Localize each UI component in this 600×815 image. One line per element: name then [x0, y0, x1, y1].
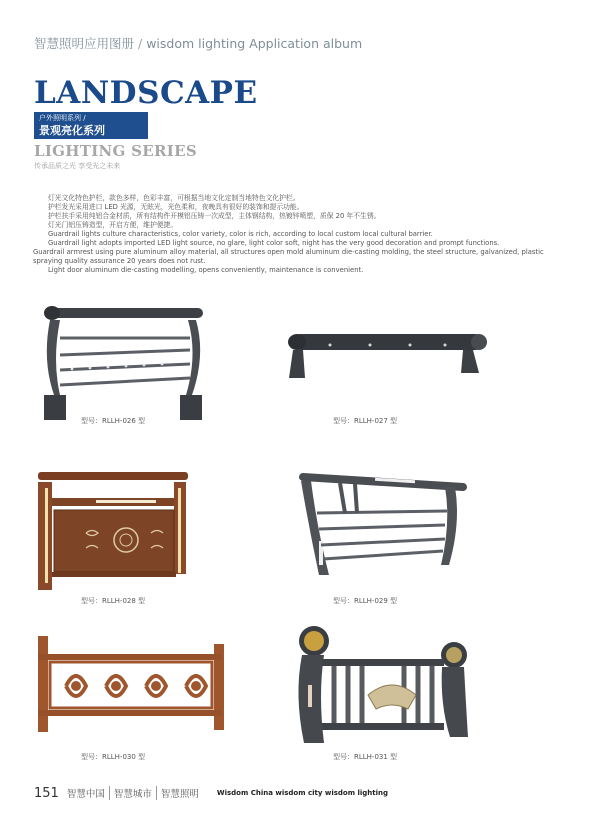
product-image-rllh-031 [292, 625, 477, 750]
header-cn: 智慧照明应用图册 [34, 36, 135, 51]
desc-cn-3: 护栏扶手采用纯铝合金材质，所有结构件开模铝压铸一次成型，主体钢结构，热镀锌喷塑，质保 20 年不生锈。 [48, 212, 381, 220]
product-image-rllh-029 [295, 473, 470, 583]
footer-tab-lighting: 智慧照明 [156, 786, 203, 800]
desc-en-3: Guardrail armrest using pure aluminum alloy material, all structures open mold aluminum die-casting molding, the steel structure, galvanized, plastic spraying quality assurance 20 years does not rust. [33, 248, 544, 265]
caption-rllh-030: 型号：RLLH-030 型 [81, 753, 146, 761]
badge-big-label: 景观亮化系列 [39, 124, 105, 137]
caption-rllh-028: 型号：RLLH-028 型 [81, 597, 146, 605]
desc-cn-1: 灯光文化特色护栏，款色多样，色彩丰富，可根据当地文化定制当地特色文化护栏。 [48, 194, 300, 202]
footer-tab-city: 智慧城市 [109, 786, 156, 800]
header-separator: / [138, 36, 143, 51]
header-en: wisdom lighting Application album [146, 36, 363, 51]
product-image-rllh-030 [36, 634, 226, 734]
product-image-rllh-026 [40, 300, 210, 425]
desc-en-1: Guardrail lights culture characteristics, color variety, color is rich, according to local custom local cultural barrier. [48, 230, 433, 238]
desc-cn-2: 护栏发光采用进口 LED 光源，无眩光，光色柔和，夜晚具有很好的装饰和提示功能。 [48, 203, 304, 211]
footer-en-text: Wisdom China wisdom city wisdom lighting [216, 789, 388, 797]
caption-rllh-026: 型号：RLLH-026 型 [81, 417, 146, 425]
desc-en-2: Guardrail light adopts imported LED light source, no glare, light color soft, night has the very good decoration and prompt functions. [48, 239, 500, 247]
desc-en-4: Light door aluminum die-casting modelling, opens conveniently, maintenance is convenient. [48, 266, 364, 274]
caption-rllh-027: 型号：RLLH-027 型 [333, 417, 398, 425]
page-title: LANDSCAPE [34, 75, 258, 111]
page-footer [34, 783, 388, 803]
description [33, 194, 568, 275]
page-subtitle: LIGHTING SERIES [34, 142, 197, 160]
footer-tab-china: 智慧中国 [66, 789, 105, 800]
caption-rllh-031: 型号：RLLH-031 型 [333, 753, 398, 761]
badge-small-label: 户外照明系列 / [39, 114, 86, 122]
page-number: 151 [34, 785, 59, 801]
caption-rllh-029: 型号：RLLH-029 型 [333, 597, 398, 605]
series-badge [34, 112, 148, 139]
slogan: 传承品质之光 享受光之未来 [34, 162, 121, 170]
product-image-rllh-028 [36, 468, 194, 593]
desc-cn-4: 灯光门铝压铸造型，开启方便，维护便捷。 [48, 221, 178, 229]
product-image-rllh-027 [285, 328, 490, 383]
album-header [34, 34, 362, 52]
